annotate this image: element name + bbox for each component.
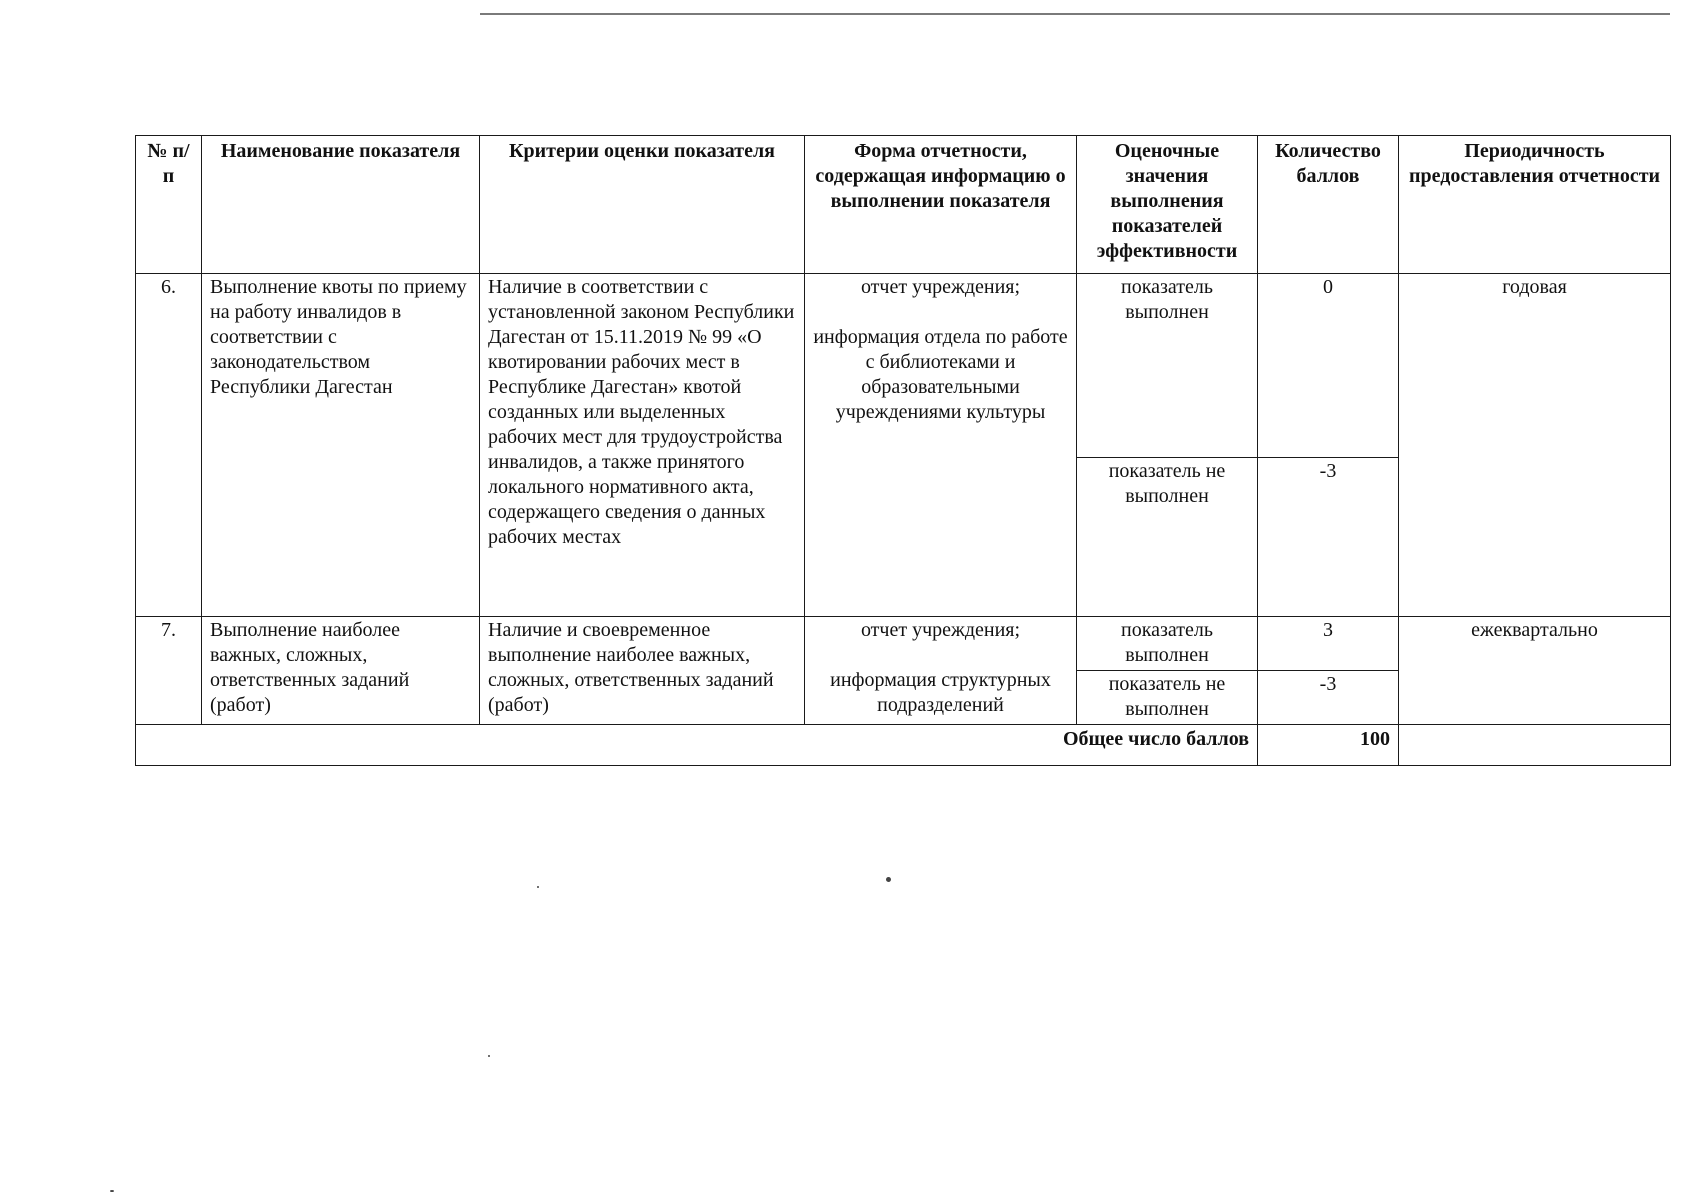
top-border-line [480, 13, 1670, 15]
row-6-eval-not-met: показатель не выполнен [1077, 458, 1258, 617]
header-evaluation-values: Оценочные значения выполнения показателей эффективности [1077, 136, 1258, 274]
table-row [136, 617, 1671, 671]
scan-speck [537, 886, 539, 888]
row-7-eval-not-met: показатель не выполнен [1077, 671, 1258, 725]
row-6-points-met: 0 [1258, 274, 1399, 458]
row-6-name: Выполнение квоты по приему на работу инвалидов в соответствии с законодательством Республики Дагестан [202, 274, 480, 617]
row-6-criteria: Наличие в соответствии с установленной законом Республики Дагестан от 15.11.2019 № 99 «О квотировании рабочих мест в Республике Дагестан» квотой созданных или выделенных рабочих мест для трудоустройства инвалидов, а также принятого локального нормативного акта, содержащего сведения о данных рабочих местах [480, 274, 805, 617]
row-6-report-form-line-1: отчет учреждения; [860, 276, 1021, 298]
row-7-criteria: Наличие и своевременное выполнение наиболее важных, сложных, ответственных заданий (работ) [480, 617, 805, 725]
row-6-periodicity: годовая [1399, 274, 1671, 617]
scan-speck [110, 1190, 114, 1192]
row-7-points-met: 3 [1258, 617, 1399, 671]
row-7-number: 7. [136, 617, 202, 725]
row-7-points-not-met: -3 [1258, 671, 1399, 725]
header-report-form: Форма отчетности, содержащая информацию о выполнении показателя [805, 136, 1077, 274]
row-7-report-form [805, 617, 1077, 725]
row-7-eval-met: показатель выполнен [1077, 617, 1258, 671]
table-header-row [136, 136, 1671, 274]
header-indicator-name: Наименование показателя [202, 136, 480, 274]
row-7-report-form-line-2: информация структурных подразделений [830, 669, 1051, 716]
total-row [136, 725, 1671, 766]
header-number: № п/п [136, 136, 202, 274]
performance-indicators-table [135, 135, 1671, 766]
header-criteria: Критерии оценки показателя [480, 136, 805, 274]
table-row [136, 274, 1671, 458]
row-6-report-form-line-2: информация отдела по работе с библиотеками и образовательными учреждениями культуры [813, 326, 1068, 423]
row-6-eval-met: показатель выполнен [1077, 274, 1258, 458]
header-points: Количество баллов [1258, 136, 1399, 274]
total-value: 100 [1258, 725, 1399, 766]
row-7-name: Выполнение наиболее важных, сложных, ответственных заданий (работ) [202, 617, 480, 725]
total-label: Общее число баллов [136, 725, 1258, 766]
scan-speck [886, 877, 891, 882]
row-6-number: 6. [136, 274, 202, 617]
header-periodicity: Периодичность предоставления отчетности [1399, 136, 1671, 274]
total-empty-cell [1399, 725, 1671, 766]
scan-speck [488, 1055, 490, 1057]
row-7-periodicity: ежеквартально [1399, 617, 1671, 725]
row-6-points-not-met: -3 [1258, 458, 1399, 617]
row-7-report-form-line-1: отчет учреждения; [860, 619, 1021, 641]
row-6-report-form [805, 274, 1077, 617]
